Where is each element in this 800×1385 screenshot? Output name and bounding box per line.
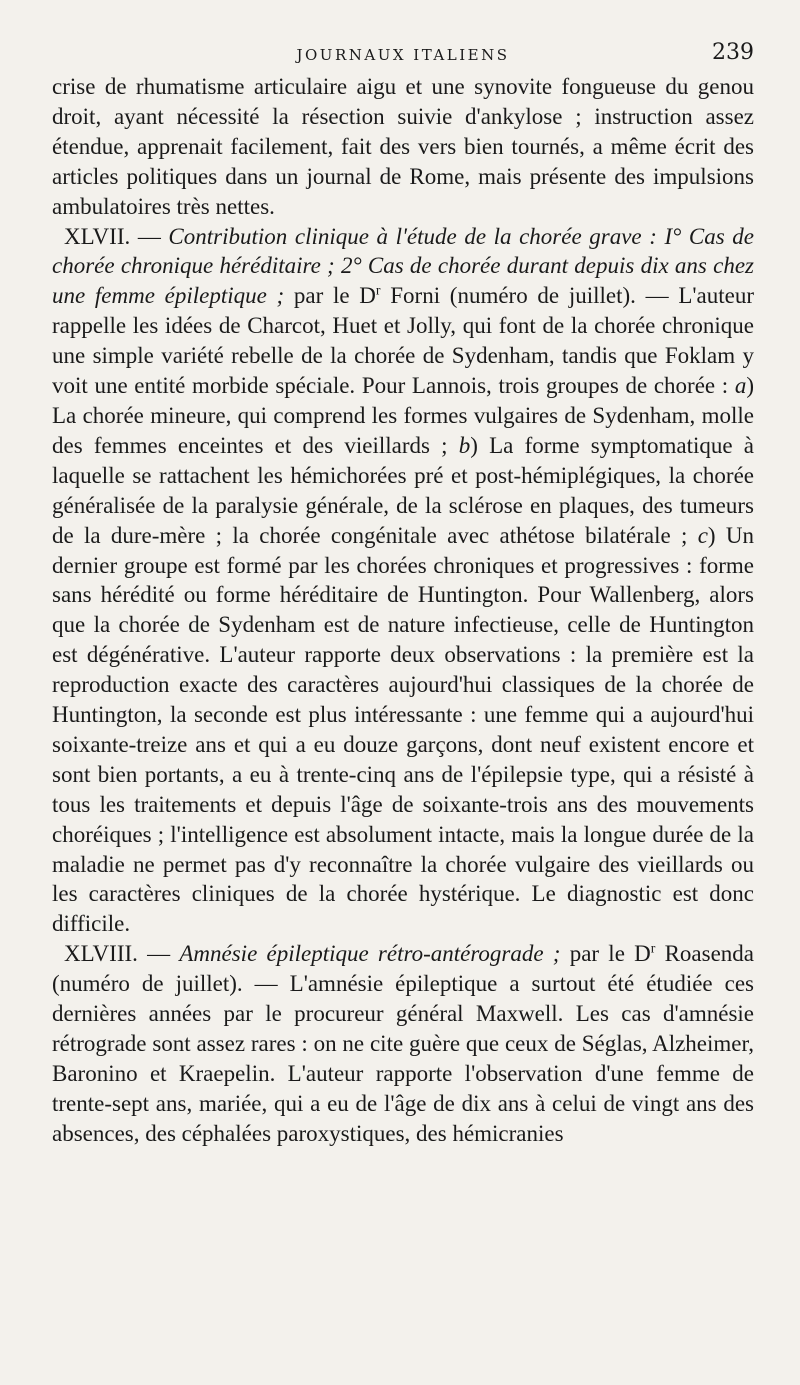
author-rest: Roasenda (numéro de juillet). <box>52 941 755 997</box>
article-title: Contribution clinique à l'étude de la chorée grave : I° Cas de chorée chronique héréditaire ; 2° Cas de chorée durant depuis dix ans chez une femme épileptique ; <box>52 223 755 309</box>
author-rest: Forni (numéro de juillet). <box>380 283 636 309</box>
paragraph-xlvii <box>52 222 754 940</box>
author-prefix: par le D <box>284 283 376 309</box>
running-title: JOURNAUX ITALIENS <box>296 46 510 64</box>
section-number: XLVIII. <box>64 941 138 967</box>
item-label-a: a <box>734 373 747 399</box>
section-dash: — <box>130 223 169 249</box>
paragraph-body: — L'auteur rappelle les idées de Charcot, Huet et Jolly, qui font de la chorée chronique une simple variété rebelle de la chorée de Sydenham, tandis que Foklam y voit une entité morbide spéciale. Pour Lannois, trois groupes de chorée : <box>52 283 754 399</box>
body-text <box>52 72 754 1149</box>
item-text-c: ) Un dernier groupe est formé par les chorées chroniques et progressives : forme sans hérédité ou forme héréditaire de Huntington. Pour Wallenberg, alors que la chorée de Sydenham est de nature infectieuse, celle de Huntington est dégénérative. L'auteur rapporte deux observations : la première est la reproduction exacte des caractères aujourd'hui classiques de la chorée de Huntington, la seconde est plus intéressante : une femme qui a aujourd'hui soixante-treize ans et qui a eu douze garçons, dont neuf existent encore et sont bien portants, a eu à trente-cinq ans de l'épilepsie type, qui a résisté à tous les traitements et depuis l'âge de soixante-trois ans des mouvements choréiques ; l'intelligence est absolument intacte, mais la longue durée de la maladie ne permet pas d'y reconnaître la chorée vulgaire des vieillards ou les caractères cliniques de la chorée hystérique. Le diagnostic est donc difficile. <box>52 522 754 937</box>
item-label-c: c <box>697 522 708 548</box>
paragraph-body: — L'amnésie épileptique a surtout été étudiée ces dernières années par le procureur général Maxwell. Les cas d'amnésie rétrograde sont assez rares : on ne cite guère que ceux de Séglas, Alzheimer, Baronino et Kraepelin. L'auteur rapporte l'observation d'une femme de trente-sept ans, mariée, qui a eu de l'âge de dix ans à celui de vingt ans des absences, des céphalées paroxystiques, des hémicranies <box>52 971 754 1146</box>
running-head <box>52 30 754 68</box>
section-number: XLVII. <box>64 223 131 249</box>
article-title: Amnésie épileptique rétro-antérograde ; <box>179 941 561 967</box>
author-sup: r <box>650 940 656 956</box>
item-text-b: ) La forme symptomatique à laquelle se rattachent les hémichorées pré et post-hémiplégiques, la chorée généralisée de la paralysie générale, de la sclérose en plaques, des tumeurs de la dure-mère ; la chorée congénitale avec athétose bilatérale ; <box>52 432 754 548</box>
paragraph-continued <box>52 72 754 222</box>
author-sup: r <box>375 282 381 298</box>
paragraph-xlviii <box>52 939 754 1148</box>
item-text-a: ) La chorée mineure, qui comprend les formes vulgaires de Sydenham, molle des femmes enceintes et des vieillards ; <box>52 373 754 458</box>
author-prefix: par le D <box>560 941 651 967</box>
paragraph-text: crise de rhumatisme articulaire aigu et une synovite fongueuse du genou droit, ayant nécessité la résection suivie d'ankylose ; instruction assez étendue, apprenait facilement, fait des vers bien tournés, a même écrit des articles politiques dans un journal de Rome, mais présente des impulsions ambulatoires très nettes. <box>52 74 754 219</box>
page-number: 239 <box>712 40 754 65</box>
item-label-b: b <box>458 432 471 458</box>
section-dash: — <box>137 941 180 967</box>
